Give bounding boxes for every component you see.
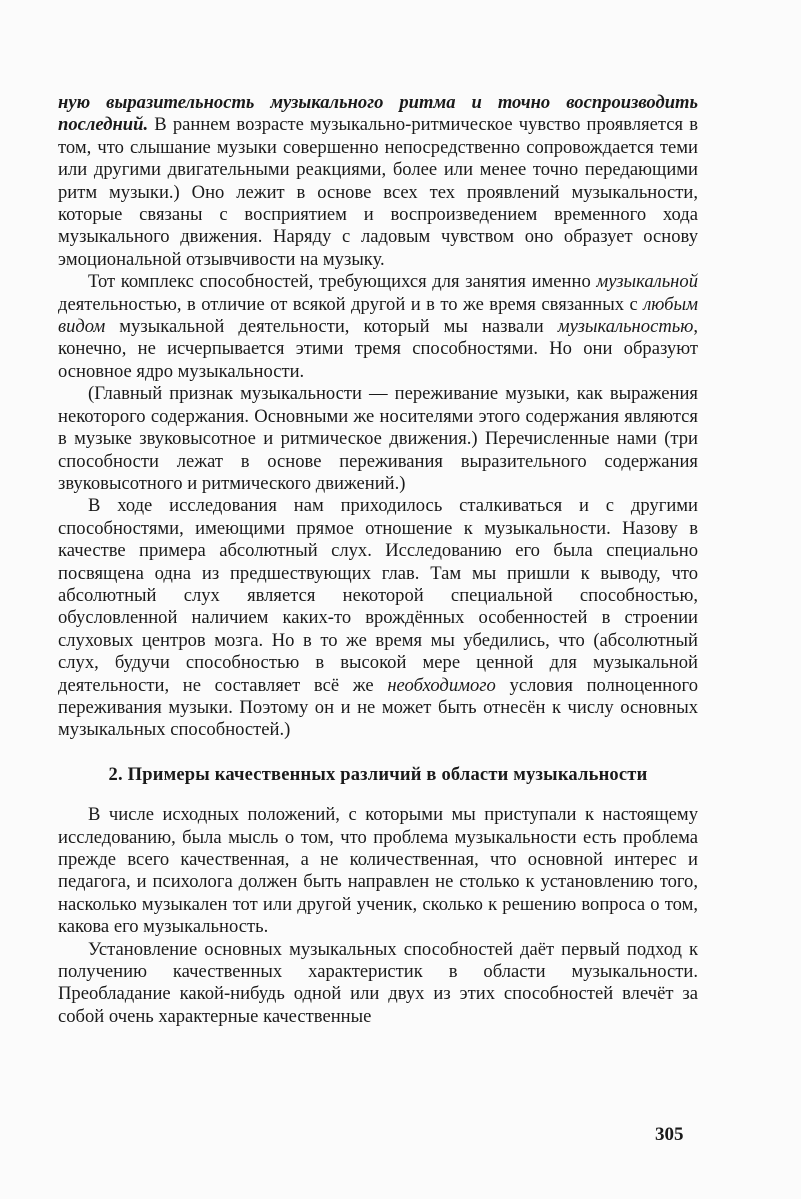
page-text [58,92,698,1028]
page-number: 305 [655,1124,684,1145]
italic-phrase: ную выразительность музыкального ритма и точно воспроизводить последний. [58,92,698,136]
paragraph-text: музыкальной деятельности, который мы назвали [105,316,558,338]
paragraph: Установление основных музыкальных способностей даёт первый подход к получению качественных характеристик в области музыкальности. Преобладание какой-нибудь одной или двух из этих способностей влечёт за собой очень характерные качественные [58,938,698,1027]
italic-term: необходимого [387,674,496,696]
italic-term: любым видом [58,293,698,338]
section-heading: 2. Примеры качественных различий в области музыкальности [108,764,648,785]
paragraph-text: В ходе исследования нам приходилось сталкиваться и с другими способностями, имеющими прямое отношение к музыкальности. Назову в качестве примера абсолютный слух. Исследованию его была специально посвящена одна из предшествующих глав. Там мы пришли к выводу, что абсолютный слух является некоторой специальной способностью, обусловленной наличием каких-то врождённых особенностей в строении слуховых центров мозга. Но в то же время мы убедились, что (абсолютный слух, будучи способностью в высокой мере ценной для музыкальной деятельности, не составляет всё же [58,495,698,696]
italic-term: музыкальностью [557,316,694,338]
paragraph [58,271,698,383]
paragraph-continuation [58,92,698,271]
paragraph-text: Тот комплекс способностей, требующихся для занятия именно [88,271,597,293]
paragraph-text: , конечно, не исчерпывается этими тремя способностями. Но они образуют основное ядро музыкальности. [58,316,698,382]
paragraph: (Главный признак музыкальности — переживание музыки, как выражения некоторого содержания. Основными же носителями этого содержания являются в музыке звуковысотное и ритмическое движения.) Перечисленные нами (три способности лежат в основе переживания выразительного содержания звуковысотного и ритмического движений.) [58,383,698,494]
italic-term: музыкальной [596,271,698,293]
paragraph-text: В раннем возрасте музыкально-ритмическое чувство проявляется в том, что слышание музыки совершенно непосредственно сопровождается теми или другими двигательными реакциями, более или менее точно передающими ритм музыки.) Оно лежит в основе всех тех проявлений музыкальности, которые связаны с восприятием и воспроизведением временного хода музыкального движения. Наряду с ладовым чувством оно образует основу эмоциональной отзывчивости на музыку. [58,114,698,270]
paragraph: В числе исходных положений, с которыми мы приступали к настоящему исследованию, была мысль о том, что проблема музыкальности есть проблема прежде всего качественная, а не количественная, что основной интерес и педагога, и психолога должен быть направлен не столько к установлению того, насколько музыкален тот или другой ученик, сколько к решению вопроса о том, какова его музыкальность. [58,804,698,938]
paragraph [58,495,698,741]
paragraph-text: деятельностью, в отличие от всякой другой и в то же время связанных с [58,293,644,315]
paragraph-text: условия полноценного переживания музыки. Поэтому он и не может быть отнесён к числу основных музыкальных способностей.) [58,674,698,741]
